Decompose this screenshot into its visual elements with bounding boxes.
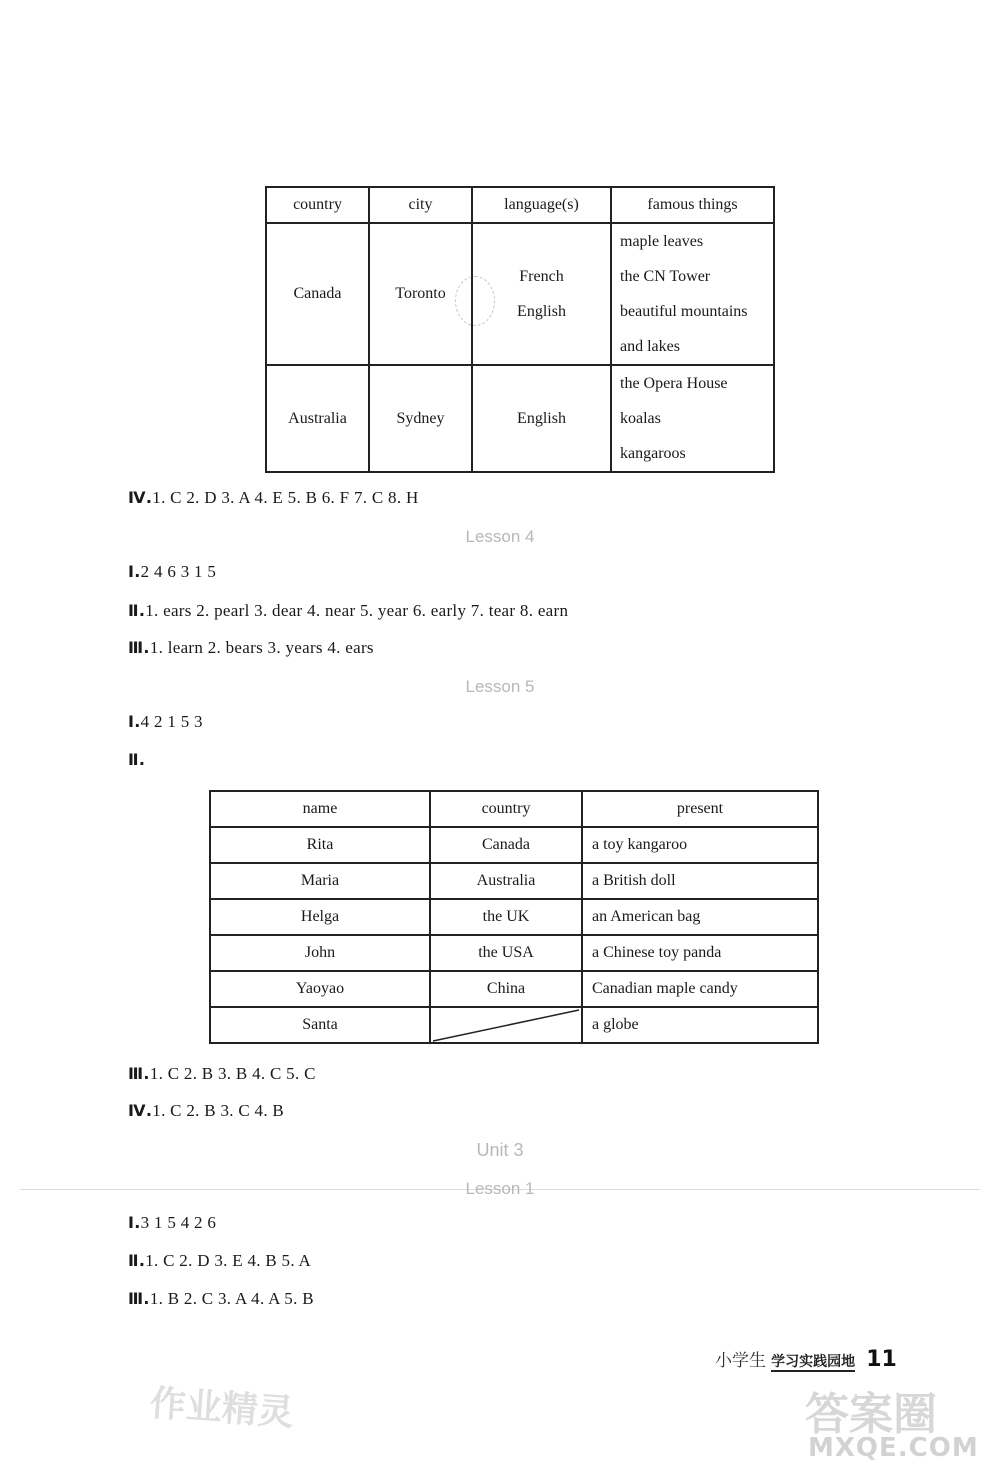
table-row [210,827,818,863]
answer-line-l5-iii: Ⅲ.1. C 2. B 3. B 4. C 5. C [128,1064,316,1083]
header-name: name [210,791,430,827]
header-country: country [430,791,582,827]
cell-country: Australia [430,863,582,899]
header-famous-things: famous things [611,187,774,223]
cell-present: Canadian maple candy [582,971,818,1007]
cell-name: Santa [210,1007,430,1043]
answer-line-l4-ii: Ⅱ.1. ears 2. pearl 3. dear 4. near 5. year 6. early 7. tear 8. earn [128,601,569,620]
cell-country: China [430,971,582,1007]
answer-line-u3-i: Ⅰ.3 1 5 4 2 6 [128,1213,217,1232]
cell-present: a globe [582,1007,818,1043]
cell-name: Helga [210,899,430,935]
famous-item: the Opera House [620,375,728,392]
cell-present: a toy kangaroo [582,827,818,863]
cell-name: Rita [210,827,430,863]
cell-city: Sydney [369,365,472,472]
cell-famous-things [611,365,774,472]
presents-table [209,790,819,1044]
famous-item: beautiful mountains [620,303,748,320]
lesson-heading: Lesson 5 [465,677,535,696]
answer-line-u3-ii: Ⅱ.1. C 2. D 3. E 4. B 5. A [128,1251,312,1270]
table-row [266,365,774,472]
answer-line-l4-iii: Ⅲ.1. learn 2. bears 3. years 4. ears [128,638,374,657]
cell-country: Australia [266,365,369,472]
seal-stamp-icon [455,276,495,326]
answer-line-l5-i: Ⅰ.4 2 1 5 3 [128,712,203,731]
language-item: French [519,268,564,285]
cell-country: Canada [430,827,582,863]
cell-name: Yaoyao [210,971,430,1007]
table-row [210,863,818,899]
table-row [210,971,818,1007]
famous-item: and lakes [620,338,680,355]
unit-heading: Unit 3 [476,1140,524,1160]
answer-line-l5-iv: Ⅳ.1. C 2. B 3. C 4. B [128,1101,285,1120]
header-languages: language(s) [472,187,611,223]
answer-line-l5-ii: Ⅱ. [128,750,146,769]
cell-languages: English [472,365,611,472]
book-small-label: 小学生 [715,1351,766,1371]
book-branding [715,1346,897,1372]
cell-country: Canada [266,223,369,365]
cell-present: a British doll [582,863,818,899]
famous-item: koalas [620,410,661,427]
cell-name: John [210,935,430,971]
cell-present: a Chinese toy panda [582,935,818,971]
cell-city: Toronto [369,223,472,365]
cell-present: an American bag [582,899,818,935]
answer-line-u3-iii: Ⅲ.1. B 2. C 3. A 4. A 5. B [128,1289,314,1308]
table-row [210,899,818,935]
header-present: present [582,791,818,827]
lesson-heading: Lesson 4 [465,527,535,546]
cell-country: the USA [430,935,582,971]
book-title: 学习实践园地 [771,1354,856,1370]
watermark-logo: 答案圈 [805,1389,937,1440]
language-item: English [517,303,566,320]
header-city: city [369,187,472,223]
table-row [210,1007,818,1043]
answer-line-l4-i: Ⅰ.2 4 6 3 1 5 [128,562,217,581]
cell-country: the UK [430,899,582,935]
cell-name: Maria [210,863,430,899]
countries-table [265,186,775,473]
header-country: country [266,187,369,223]
page-number: 11 [866,1347,897,1372]
lesson-heading: Lesson 1 [465,1179,535,1198]
watermark-site: MXQE.COM [808,1433,979,1463]
famous-item: the CN Tower [620,268,711,285]
famous-item: maple leaves [620,233,704,250]
stamp-watermark: 作业精灵 [148,1383,296,1434]
diagonal-slash-icon [431,1008,581,1042]
famous-item: kangaroos [620,445,686,462]
answer-line-u2l3-iv: Ⅳ.1. C 2. D 3. A 4. E 5. B 6. F 7. C 8. H [128,488,419,507]
table-row [266,223,774,365]
table-row [210,935,818,971]
cell-country-empty [430,1007,582,1043]
cell-famous-things [611,223,774,365]
